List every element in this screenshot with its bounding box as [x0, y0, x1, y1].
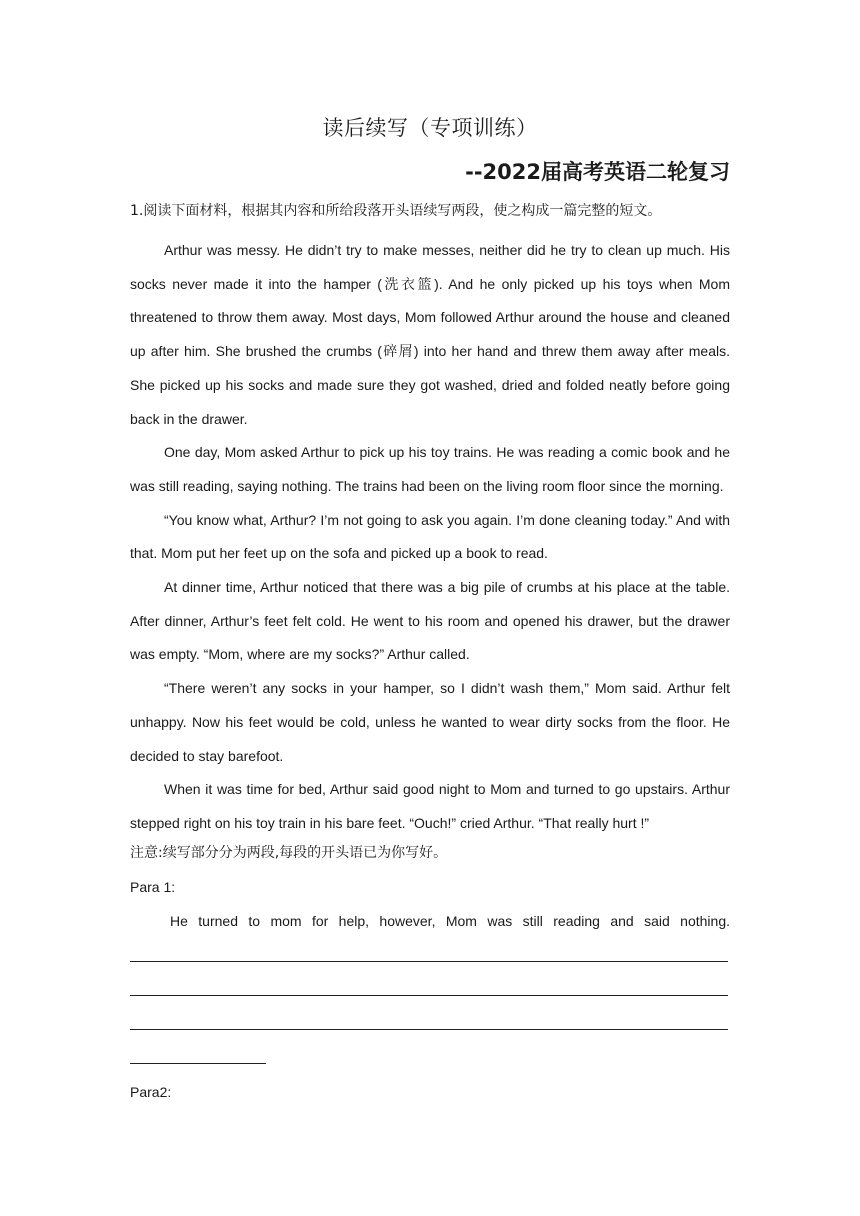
answer-line[interactable]: [130, 961, 728, 962]
answer-line[interactable]: [130, 1029, 728, 1030]
story-paragraph: Arthur was messy. He didn’t try to make messes, neither did he try to clean up much. His socks never made it into the hamper (洗衣篮). And he only picked up his toys when Mom threatened to throw them away. Most days, Mom followed Arthur around the house and cleaned up after him. She brushed the crumbs (碎屑) into her hand and threw them away after meals. She picked up his socks and made sure they got washed, dried and folded neatly before going back in the drawer.: [130, 242, 730, 427]
question-instruction: 1.阅读下面材料，根据其内容和所给段落开头语续写两段，使之构成一篇完整的短文。: [130, 203, 662, 219]
para1-opener: He turned to mom for help, however, Mom was still reading and said nothing.: [170, 913, 730, 929]
document-subtitle: --2022届高考英语二轮复习: [465, 160, 730, 184]
para2-label: Para2:: [130, 1084, 172, 1100]
answer-line[interactable]: [130, 995, 728, 996]
story-paragraph: One day, Mom asked Arthur to pick up his toy trains. He was reading a comic book and he was still reading, saying nothing. The trains had been on the living room floor since the morning.: [130, 444, 730, 494]
document-title: 读后续写（专项训练）: [322, 116, 538, 140]
story-paragraph: “You know what, Arthur? I’m not going to ask you again. I’m done cleaning today.” And with that. Mom put her feet up on the sofa and picked up a book to read.: [130, 511, 730, 562]
writing-note: 注意:续写部分分为两段,每段的开头语已为你写好。: [130, 845, 448, 861]
story-paragraph: When it was time for bed, Arthur said good night to Mom and turned to go upstairs. Arthur stepped right on his toy train in his bare feet. “Ouch!” cried Arthur. “That really hurt !”: [130, 781, 730, 831]
story-paragraph: At dinner time, Arthur noticed that there was a big pile of crumbs at his place at the table. After dinner, Arthur’s feet felt cold. He went to his room and opened his drawer, but the drawer was empty. “Mom, where are my socks?” Arthur called.: [130, 579, 730, 663]
story-passage: [130, 234, 730, 841]
story-paragraph: “There weren’t any socks in your hamper, so I didn’t wash them,” Mom said. Arthur felt unhappy. Now his feet would be cold, unless he wanted to wear dirty socks from the floor. He decided to stay barefoot.: [130, 680, 730, 764]
answer-line[interactable]: [130, 1063, 266, 1064]
para1-label: Para 1:: [130, 879, 176, 895]
